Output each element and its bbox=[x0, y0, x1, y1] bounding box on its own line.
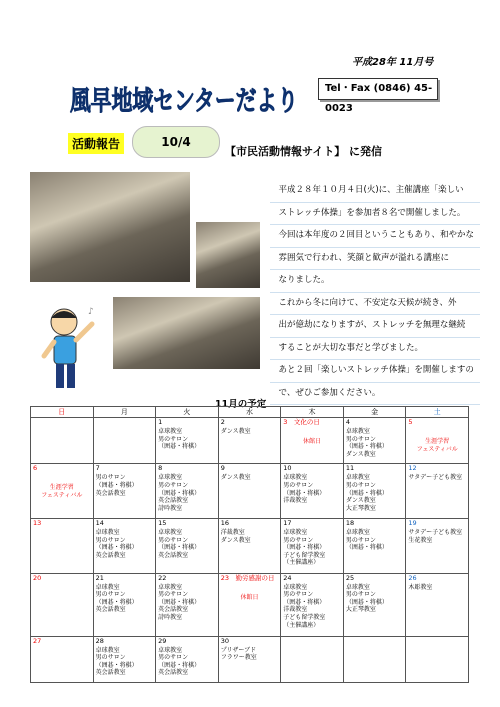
day-number: 29 bbox=[158, 636, 167, 645]
day-number bbox=[408, 638, 466, 647]
calendar-day-cell bbox=[93, 636, 156, 682]
calendar-week bbox=[31, 418, 469, 464]
day-events: 卓球教室 男のサロン （囲碁・将棋） bbox=[158, 428, 201, 451]
day-number bbox=[96, 419, 154, 428]
day-events: ダンス教室 bbox=[220, 428, 251, 435]
day-events: 卓球教室 男のサロン （囲碁・将棋） 英会話教室 bbox=[95, 646, 138, 677]
report-paragraph: ストレッチ体操」を参加者８名で開催しました。 bbox=[270, 203, 480, 226]
day-number: 4 bbox=[345, 418, 350, 426]
calendar-day-cell bbox=[156, 418, 219, 464]
day-events: 木彫教室 bbox=[408, 583, 433, 591]
day-events: 卓球教室 男のサロン （囲碁・将棋） 洋裁教室 子ども留学教室 （主催講座） bbox=[283, 583, 326, 629]
calendar-day-cell bbox=[406, 636, 469, 682]
day-number: 24 bbox=[283, 573, 292, 582]
day-number bbox=[33, 419, 91, 428]
calendar-day-cell bbox=[281, 418, 344, 464]
day-number bbox=[283, 638, 341, 647]
day-events: サタデー子ども教室 生花教室 bbox=[408, 529, 463, 544]
day-events: 休館日 bbox=[240, 593, 259, 601]
calendar-day-cell bbox=[218, 636, 281, 682]
weekday-header: 火 bbox=[156, 407, 219, 418]
day-events: 卓球教室 男のサロン （囲碁・将棋） ダンス教室 bbox=[345, 428, 388, 458]
report-paragraph: 平成２８年１０月４日(火)に、主催講座「楽しい bbox=[270, 180, 480, 203]
day-events: 卓球教室 男のサロン （囲碁・将棋） 英会話教室 bbox=[158, 646, 201, 677]
photo-instructor bbox=[196, 222, 260, 288]
day-events: 卓球教室 男のサロン （囲碁・将棋） ダンス教室 大正琴教室 bbox=[345, 474, 388, 512]
day-number: 10 bbox=[283, 464, 292, 473]
day-events: 生涯学習 フェスティバル bbox=[416, 438, 458, 453]
report-paragraph: なりました。 bbox=[270, 270, 480, 293]
day-number: 27 bbox=[33, 636, 42, 645]
day-number: 7 bbox=[95, 464, 100, 473]
report-paragraph: 雰囲気で行われ、笑顔と歓声が溢れる講座に bbox=[270, 248, 480, 271]
day-events: プリザーブド フラワー教室 bbox=[220, 646, 257, 662]
day-number: 18 bbox=[345, 519, 355, 527]
report-paragraph: あと２回「楽しいストレッチ体操」を開催しますの bbox=[270, 360, 480, 383]
calendar-day-cell bbox=[93, 573, 156, 636]
calendar-day-cell bbox=[406, 464, 469, 519]
title-wordart bbox=[68, 78, 300, 118]
day-number: 15 bbox=[158, 519, 167, 527]
day-number: 9 bbox=[220, 464, 225, 473]
day-number: 20 bbox=[33, 573, 42, 582]
newsletter-title bbox=[68, 78, 300, 118]
day-number bbox=[346, 638, 404, 647]
report-paragraph: 今回は本年度の２回目ということもあり、和やかな bbox=[270, 225, 480, 248]
day-number: 28 bbox=[95, 636, 104, 645]
calendar-day-cell bbox=[218, 464, 281, 519]
calendar-day-cell bbox=[343, 573, 406, 636]
day-events: 卓球教室 男のサロン （囲碁・将棋） bbox=[345, 529, 388, 552]
day-number: 14 bbox=[95, 519, 104, 527]
day-number: 23 勤労感謝の日 bbox=[220, 573, 275, 582]
calendar-day-cell bbox=[406, 418, 469, 464]
day-events: 洋裁教室 ダンス教室 bbox=[220, 529, 251, 544]
day-events: 卓球教室 男のサロン （囲碁・将棋） 英会話教室 bbox=[95, 529, 138, 559]
report-paragraph: することが大切な事だと学びました。 bbox=[270, 338, 480, 361]
day-number: 30 bbox=[220, 636, 229, 645]
calendar-day-cell bbox=[31, 464, 94, 519]
calendar-day-cell bbox=[93, 519, 156, 574]
day-number: 6 bbox=[33, 464, 38, 473]
report-label: 活動報告 bbox=[68, 133, 124, 154]
day-events: 生涯学習 フェスティバル bbox=[41, 484, 83, 499]
calendar-day-cell bbox=[281, 519, 344, 574]
day-number: 16 bbox=[220, 519, 229, 527]
day-events: 卓球教室 男のサロン （囲碁・将棋） 英会話教室 bbox=[158, 529, 201, 559]
day-events: 卓球教室 男のサロン （囲碁・将棋） 子ども留学教室 （主催講座） bbox=[283, 529, 326, 567]
photo-stretch-class-2 bbox=[113, 297, 260, 369]
calendar-day-cell bbox=[31, 636, 94, 682]
weekday-header: 水 bbox=[218, 407, 281, 418]
calendar-week bbox=[31, 464, 469, 519]
calendar-day-cell bbox=[31, 418, 94, 464]
day-events: 卓球教室 男のサロン （囲碁・将棋） 洋裁教室 bbox=[283, 474, 326, 505]
calendar-week bbox=[31, 519, 469, 574]
day-number: 17 bbox=[283, 519, 292, 527]
day-events: 卓球教室 男のサロン （囲碁・将棋） 英会話教室 詩吟教室 bbox=[158, 583, 201, 622]
calendar-day-cell bbox=[93, 418, 156, 464]
svg-text:♪: ♪ bbox=[88, 307, 94, 317]
calendar-day-cell bbox=[406, 573, 469, 636]
svg-text:風早地域センターだより: 風早地域センターだより bbox=[70, 86, 298, 117]
calendar-day-cell bbox=[218, 573, 281, 636]
day-number: 2 bbox=[220, 418, 225, 426]
day-number: 19 bbox=[408, 519, 417, 527]
day-number: 8 bbox=[158, 464, 163, 473]
report-body bbox=[270, 180, 480, 405]
day-number: 25 bbox=[345, 573, 355, 582]
calendar-day-cell bbox=[31, 519, 94, 574]
november-calendar bbox=[30, 406, 469, 683]
calendar-day-cell bbox=[156, 464, 219, 519]
report-paragraph: 出が億劫になりますが、ストレッチを無理な継続 bbox=[270, 315, 480, 338]
day-number: 1 bbox=[158, 418, 163, 426]
calendar-day-cell bbox=[343, 519, 406, 574]
calendar-day-cell bbox=[281, 636, 344, 682]
calendar-day-cell bbox=[343, 464, 406, 519]
day-number: 22 bbox=[158, 573, 167, 582]
report-paragraph: で、ぜひご参加ください。 bbox=[270, 383, 480, 406]
day-events: 卓球教室 男のサロン （囲碁・将棋） 英会話教室 bbox=[95, 583, 138, 614]
calendar-day-cell bbox=[218, 519, 281, 574]
weekday-header: 日 bbox=[31, 407, 94, 418]
day-events: 男のサロン （囲碁・将棋） 英会話教室 bbox=[95, 474, 138, 497]
calendar-day-cell bbox=[406, 519, 469, 574]
weekday-header: 土 bbox=[406, 407, 469, 418]
day-number: 13 bbox=[33, 519, 42, 527]
calendar-day-cell bbox=[31, 573, 94, 636]
day-events: 休館日 bbox=[303, 438, 322, 445]
weekday-header: 木 bbox=[281, 407, 344, 418]
report-paragraph: これから冬に向けて、不安定な天候が続き、外 bbox=[270, 293, 480, 316]
photo-stretch-class-1 bbox=[30, 172, 190, 282]
day-number: 26 bbox=[408, 573, 417, 582]
calendar-title: 11月の予定 bbox=[215, 399, 267, 410]
day-number: 12 bbox=[408, 464, 417, 473]
calendar-day-cell bbox=[156, 636, 219, 682]
calendar-day-cell bbox=[156, 573, 219, 636]
day-number: 21 bbox=[95, 573, 104, 582]
calendar-day-cell bbox=[281, 464, 344, 519]
day-events: サタデー子ども教室 bbox=[408, 474, 463, 482]
report-headline: 【市民活動情報サイト】 に発信 bbox=[225, 145, 383, 158]
weekday-header: 月 bbox=[93, 407, 156, 418]
calendar-week bbox=[31, 573, 469, 636]
calendar-day-cell bbox=[156, 519, 219, 574]
report-date: 10/4 bbox=[132, 126, 220, 158]
stretching-person-illustration bbox=[30, 300, 110, 396]
calendar-day-cell bbox=[281, 573, 344, 636]
tel-fax: Tel・Fax (0846) 45-0023 bbox=[318, 78, 438, 100]
day-events: ダンス教室 bbox=[220, 474, 251, 482]
day-events: 卓球教室 男のサロン （囲碁・将棋） 大正琴教室 bbox=[345, 583, 388, 614]
day-events: 卓球教室 男のサロン （囲碁・将棋） 英会話教室 詩吟教室 bbox=[158, 474, 201, 512]
calendar-day-cell bbox=[93, 464, 156, 519]
calendar-week bbox=[31, 636, 469, 682]
day-number: 3 文化の日 bbox=[283, 418, 320, 426]
calendar-day-cell bbox=[343, 636, 406, 682]
calendar-day-cell bbox=[218, 418, 281, 464]
weekday-header: 金 bbox=[343, 407, 406, 418]
issue-date: 平成28年 11月号 bbox=[352, 57, 434, 68]
day-number: 5 bbox=[408, 418, 413, 426]
day-number: 11 bbox=[345, 464, 355, 473]
calendar-day-cell bbox=[343, 418, 406, 464]
